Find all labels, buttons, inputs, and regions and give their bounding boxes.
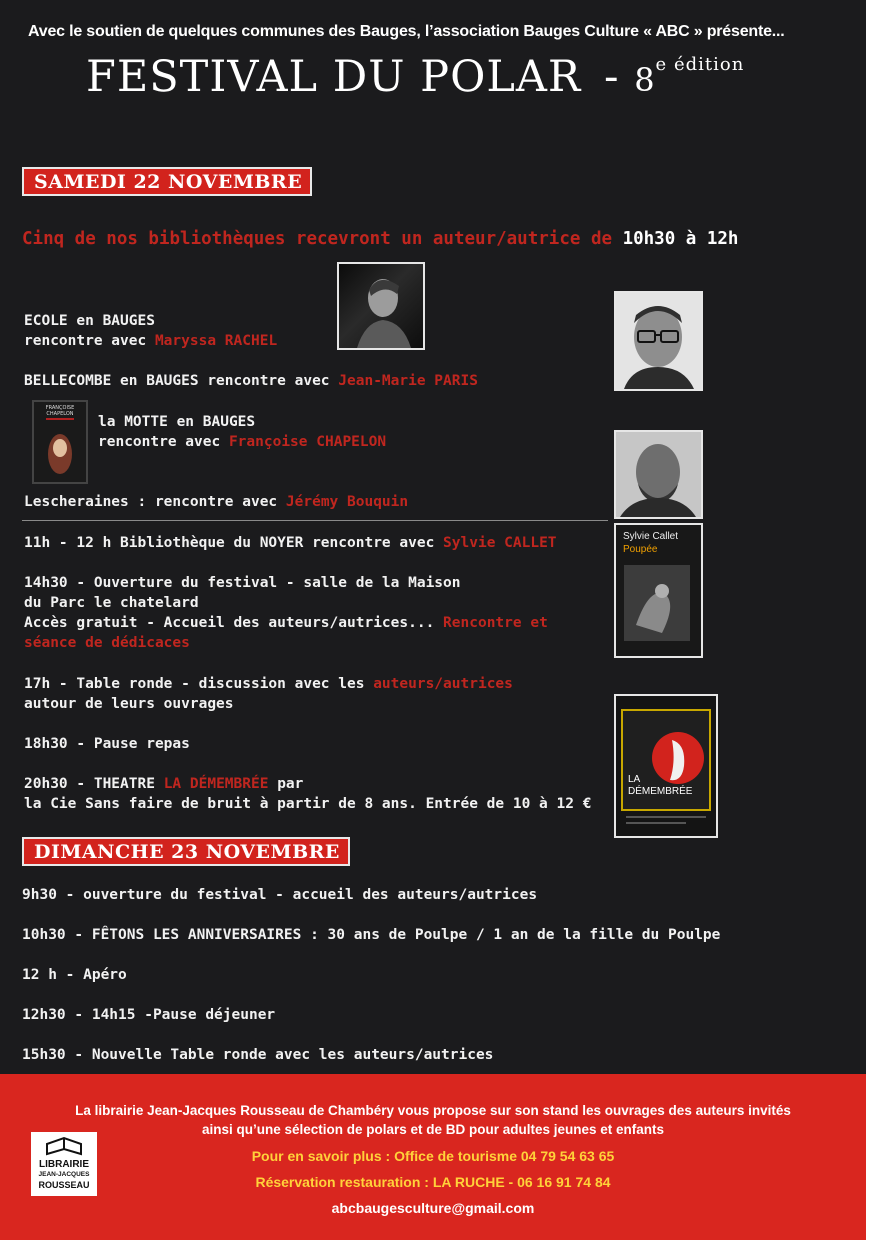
footer-email[interactable]: abcbaugesculture@gmail.com xyxy=(331,1200,535,1216)
open-book-icon xyxy=(31,1134,97,1158)
ecole-prefix: rencontre avec xyxy=(24,333,147,349)
play-cover-title1: LA xyxy=(628,774,641,785)
logo-line1: LIBRAIRIE xyxy=(39,1159,89,1170)
cover-doll-icon xyxy=(616,525,701,656)
author-portrait-bouquin xyxy=(614,430,703,519)
noyer-line xyxy=(24,535,557,551)
theatre-poster-icon xyxy=(616,696,716,836)
noyer-author: Sylvie CALLET xyxy=(443,535,557,551)
pause-line: 18h30 - Pause repas xyxy=(24,736,190,752)
motte-prefix: rencontre avec xyxy=(98,434,221,450)
motte-author: Françoise CHAPELON xyxy=(228,434,387,450)
librairie-logo xyxy=(31,1132,97,1196)
motte-line2 xyxy=(98,434,386,450)
festival-title xyxy=(86,52,744,102)
theatre-line2: la Cie Sans faire de bruit à partir de 8 ans. Entrée de 10 à 12 € xyxy=(24,796,592,812)
ecole-line2 xyxy=(24,333,277,349)
sunday-heading: DIMANCHE 23 NOVEMBRE xyxy=(22,837,350,866)
footer-band xyxy=(0,1074,866,1240)
edition-number: 8 xyxy=(634,61,656,99)
logo-line3: ROUSSEAU xyxy=(38,1180,90,1190)
opening-line3-white: Accès gratuit - Accueil des auteurs/autrices... xyxy=(24,615,435,631)
motte-line1: la MOTTE en BAUGES xyxy=(98,414,256,430)
bellecombe-line xyxy=(24,373,478,389)
sunday-item: 12h30 - 14h15 -Pause déjeuner xyxy=(22,1007,276,1023)
portrait-silhouette-icon xyxy=(339,264,423,348)
opening-line3 xyxy=(24,615,548,631)
ecole-author: Maryssa RACHEL xyxy=(154,333,278,349)
table-ronde-line1 xyxy=(24,676,513,692)
saturday-heading: SAMEDI 22 NOVEMBRE xyxy=(22,167,312,196)
saturday-intro-time: 10h30 à 12h xyxy=(622,229,739,249)
lescheraines-prefix: Lescheraines : rencontre avec xyxy=(24,494,278,510)
edition-sup: e xyxy=(655,53,668,75)
saturday-intro-red: Cinq de nos bibliothèques recevront un auteur/autrice de xyxy=(22,229,613,249)
opening-line4: séance de dédicaces xyxy=(24,635,190,651)
portrait-man-glasses-icon xyxy=(616,293,701,389)
book-cover-callet xyxy=(614,523,703,658)
bellecombe-author: Jean-Marie PARIS xyxy=(338,373,478,389)
sunday-item: 10h30 - FÊTONS LES ANNIVERSAIRES : 30 ans de Poulpe / 1 an de la fille du Poulpe xyxy=(22,927,721,943)
noyer-prefix: 11h - 12 h Bibliothèque du NOYER rencontre avec xyxy=(24,535,435,551)
edition-word: édition xyxy=(673,53,745,75)
table-ronde-line2: autour de leurs ouvrages xyxy=(24,696,234,712)
footer-info-value: Office de tourisme 04 79 54 63 65 xyxy=(394,1148,615,1164)
opening-line3-red: Rencontre et xyxy=(443,615,548,631)
sunday-item: 15h30 - Nouvelle Table ronde avec les auteurs/autrices xyxy=(22,1047,494,1063)
play-cover-title2: DÉMEMBRÉE xyxy=(628,786,693,797)
table-prefix: 17h - Table ronde - discussion avec les xyxy=(24,676,365,692)
theatre-title: LA DÉMEMBRÉE xyxy=(163,776,269,792)
author-portrait-paris xyxy=(614,291,703,391)
title-dash: - xyxy=(603,52,620,102)
lescheraines-line xyxy=(24,494,408,510)
ecole-line1: ECOLE en BAUGES xyxy=(24,313,155,329)
theatre-line1 xyxy=(24,776,303,792)
footer-info xyxy=(0,1148,866,1164)
footer-line2: ainsi qu’une sélection de polars et de BD pour adultes jeunes et enfants xyxy=(201,1122,665,1137)
footer-resa xyxy=(0,1174,866,1190)
table-red: auteurs/autrices xyxy=(373,676,513,692)
footer-resa-label: Réservation restauration : xyxy=(255,1174,429,1190)
logo-line2: JEAN-JACQUES xyxy=(38,1171,90,1178)
title-text: FESTIVAL DU POLAR xyxy=(86,52,582,102)
theatre-suffix: par xyxy=(277,776,304,792)
footer-line1: La librairie Jean-Jacques Rousseau de Chambéry vous propose sur son stand les ouvrages des auteurs invités xyxy=(75,1103,791,1118)
lescheraines-author: Jérémy Bouquin xyxy=(285,494,409,510)
callet-cover-author: Sylvie Callet xyxy=(623,531,679,542)
portrait-bearded-man-icon xyxy=(616,432,701,517)
author-portrait-rachel xyxy=(337,262,425,350)
chapelon-cover-author: FRANÇOISE CHAPELON xyxy=(45,405,75,417)
callet-cover-title: Poupée xyxy=(623,544,658,555)
footer-info-label: Pour en savoir plus : xyxy=(251,1148,391,1164)
sunday-item: 12 h - Apéro xyxy=(22,967,127,983)
opening-line2: du Parc le chatelard xyxy=(24,595,199,611)
cover-woman-icon xyxy=(34,402,86,482)
intro-text: Avec le soutien de quelques communes des Bauges, l’association Bauges Culture « ABC » présente... xyxy=(28,23,785,40)
theatre-prefix: 20h30 - THEATRE xyxy=(24,776,155,792)
separator-line xyxy=(22,520,608,521)
theatre-poster-cover xyxy=(614,694,718,838)
saturday-intro xyxy=(22,229,738,249)
opening-line1: 14h30 - Ouverture du festival - salle de la Maison xyxy=(24,575,461,591)
footer-resa-value: LA RUCHE - 06 16 91 74 84 xyxy=(432,1174,611,1190)
sunday-item: 9h30 - ouverture du festival - accueil des auteurs/autrices xyxy=(22,887,538,903)
bellecombe-prefix: BELLECOMBE en BAUGES rencontre avec xyxy=(24,373,330,389)
book-cover-chapelon xyxy=(32,400,88,484)
